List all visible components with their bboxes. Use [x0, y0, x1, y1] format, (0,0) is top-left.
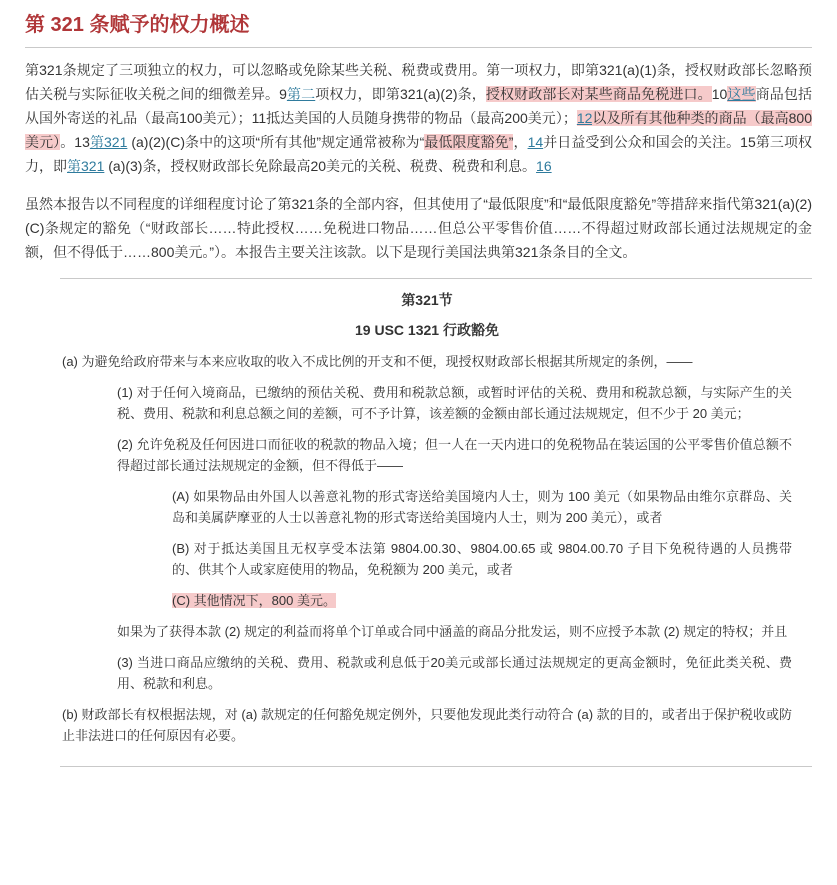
footnote-link[interactable]: 第321	[67, 158, 105, 174]
statute-paragraph-3: (3) 当进口商品应缴纳的关税、费用、税款或利息低于20美元或部长通过法规规定的更高金额时，免征此类关税、费用、税款和利息。	[117, 655, 792, 691]
statute-section-number: 第321节	[401, 292, 453, 308]
statute-subparagraph-A: (A) 如果物品由外国人以善意礼物的形式寄送给美国境内人士，则为 100 美元（如果物品由维尔京群岛、关岛和美属萨摩亚的人士以善意礼物的形式寄送给美国境内人士，则为 200 美元），或者	[172, 489, 792, 525]
footnote-link[interactable]: 第321	[89, 134, 128, 150]
text-run: 商品包括从国外寄送的礼品（最高100美元）；	[25, 86, 813, 126]
statute-subparagraph-B: (B) 对于抵达美国且无权享受本法第 9804.00.30、9804.00.65 或 9804.00.70 子目下免税待遇的人员携带的、供其个人或家庭使用的物品，免税额为 200 美元，或者	[172, 541, 792, 577]
statute-flush-paragraph: 如果为了获得本款 (2) 规定的利益而将单个订单或合同中涵盖的商品分批发运，则不应授予本款 (2) 规定的特权；并且	[117, 624, 788, 639]
text-run: 10	[711, 86, 728, 102]
highlighted-de-minimis-amount: (C) 其他情况下，800 美元。	[172, 593, 336, 608]
powers-overview-paragraph	[25, 58, 812, 178]
statute-subsection-a: (a) 为避免给政府带来与本来应收取的收入不成比例的开支和不便，现授权财政部长根据其所规定的条例，——	[62, 354, 693, 369]
text-run: 以及所有其他种类的商品（最高800美元）	[25, 110, 813, 150]
text-run: ，	[513, 134, 528, 150]
statute-paragraph-2: (2) 允许免税及任何因进口而征收的税款的物品入境；但一人在一天内进口的免税物品在装运国的公平零售价值总额不得超过部长通过法规规定的金额，但不得低于——	[117, 437, 792, 473]
statute-subparagraph-C	[172, 590, 792, 611]
footnote-link[interactable]: 16	[536, 158, 552, 174]
text-run: 9	[279, 86, 287, 102]
text-run: 授权财政部长对某些商品免税进口。	[485, 86, 712, 102]
statute-title: 19 USC 1321 行政豁免	[355, 322, 499, 338]
statute-excerpt-block	[60, 278, 812, 767]
text-run: 并日益受到公众和国会的关注。15第三项权力，即	[25, 134, 813, 174]
footnote-link[interactable]: 第二	[286, 86, 316, 102]
statute-subsection-b: (b) 财政部长有权根据法规，对 (a) 款规定的任何豁免规定例外，只要他发现此类行动符合 (a) 款的目的，或者出于保护税收或防止非法进口的任何原因有必要。	[62, 707, 792, 743]
title-divider	[25, 47, 812, 48]
text-run: 。13	[60, 134, 90, 150]
statute-paragraph-1: (1) 对于任何入境商品，已缴纳的预估关税、费用和税款总额，或暂时评估的关税、费用和税款总额，与实际产生的关税、费用、税款和利息总额之间的差额，可不予计算，该差额的金额由部长通过法规规定，但不少于 20 美元；	[117, 385, 792, 421]
text-run: (a)(2)(C)条中的这项“所有其他”规定通常被称为“	[127, 134, 425, 150]
report-scope-paragraph: 虽然本报告以不同程度的详细程度讨论了第321条的全部内容，但其使用了“最低限度”和“最低限度豁免”等措辞来指代第321(a)(2)(C)条规定的豁免（“财政部长……特此授权……免税进口物品……但总公平零售价值……不得超过财政部长通过法规规定的金额，但不得低于……800美元。”）。本报告主要关注该款。以下是现行美国法典第321条条目的全文。	[25, 196, 812, 260]
footnote-link[interactable]: 14	[527, 134, 544, 150]
text-run: 最低限度豁免”	[424, 134, 514, 150]
text-run: 项权力，即第321(a)(2)条，	[315, 86, 486, 102]
footnote-link[interactable]: 这些	[727, 86, 756, 102]
text-run: 11	[251, 110, 267, 126]
footnote-link[interactable]: 12	[576, 110, 593, 126]
text-run: 第321条规定了三项独立的权力，可以忽略或免除某些关税、税费或费用。第一项权力，即第321(a)(1)条，授权财政部长忽略预估关税与实际征收关税之间的细微差异。	[25, 62, 812, 102]
page-title: 第 321 条赋予的权力概述	[25, 14, 250, 36]
text-run: 抵达美国的人员随身携带的物品（最高200美元）；	[266, 110, 577, 126]
text-run: (a)(3)条，授权财政部长免除最高20美元的关税、税费、税费和利息。	[104, 158, 537, 174]
